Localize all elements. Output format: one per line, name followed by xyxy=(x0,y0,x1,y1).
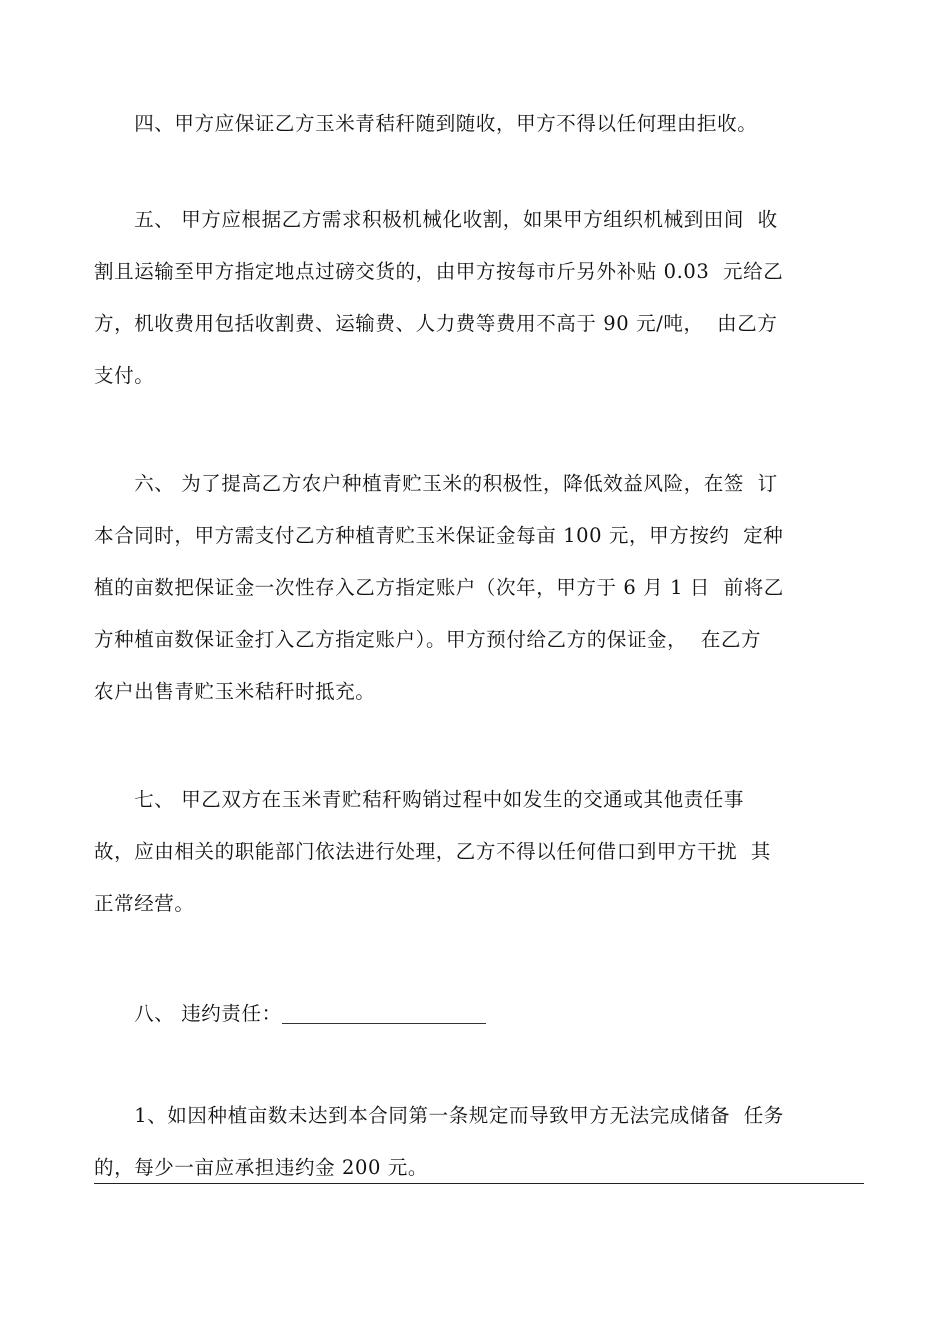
clause-4-line: 四、甲方应保证乙方玉米青秸秆随到随收，甲方不得以任何理由拒收。 xyxy=(94,112,758,135)
clause-8-1-line: 的，每少一亩应承担违约金 200 元。 xyxy=(94,1156,429,1179)
clause-6-line: 六、 为了提高乙方农户种植青贮玉米的积极性，降低效益风险，在签 订 xyxy=(94,472,778,495)
clause-6-line: 植的亩数把保证金一次性存入乙方指定账户（次年，甲方于 6 月 1 日 前将乙 xyxy=(94,576,784,599)
clause-5-line: 五、 甲方应根据乙方需求积极机械化收割，如果甲方组织机械到田间 收 xyxy=(94,208,778,231)
clause-7-paragraph xyxy=(94,774,864,930)
clause-5-line: 方，机收费用包括收割费、运输费、人力费等费用不高于 90 元/吨， 由乙方 xyxy=(94,312,778,335)
clause-6-line: 方种植亩数保证金打入乙方指定账户）。甲方预付给乙方的保证金， 在乙方 xyxy=(94,628,762,651)
clause-5-line: 支付。 xyxy=(94,364,155,387)
clause-5-line: 割且运输至甲方指定地点过磅交货的，由甲方按每市斤另外补贴 0.03 元给乙 xyxy=(94,260,784,283)
clause-6-line: 农户出售青贮玉米秸秆时抵充。 xyxy=(94,680,376,703)
clause-8-label: 八、 违约责任： xyxy=(94,1002,282,1025)
clause-8-1-line: 1、如因种植亩数未达到本合同第一条规定而导致甲方无法完成储备 任务 xyxy=(94,1104,784,1127)
clause-6-paragraph xyxy=(94,458,864,718)
fill-in-blank-line xyxy=(282,1022,486,1024)
clause-8-paragraph xyxy=(94,988,864,1040)
clause-7-line: 正常经营。 xyxy=(94,892,195,915)
clause-7-line: 故，应由相关的职能部门依法进行处理，乙方不得以任何借口到甲方干扰 其 xyxy=(94,840,771,863)
clause-5-paragraph xyxy=(94,194,864,402)
clause-8-line xyxy=(94,988,864,1040)
horizontal-rule xyxy=(94,1183,864,1184)
clause-8-1-paragraph xyxy=(94,1090,864,1194)
clause-6-line: 本合同时，甲方需支付乙方种植青贮玉米保证金每亩 100 元，甲方按约 定种 xyxy=(94,524,784,547)
clause-4-paragraph xyxy=(94,98,864,150)
clause-7-line: 七、 甲乙双方在玉米青贮秸秆购销过程中如发生的交通或其他责任事 xyxy=(94,788,744,811)
